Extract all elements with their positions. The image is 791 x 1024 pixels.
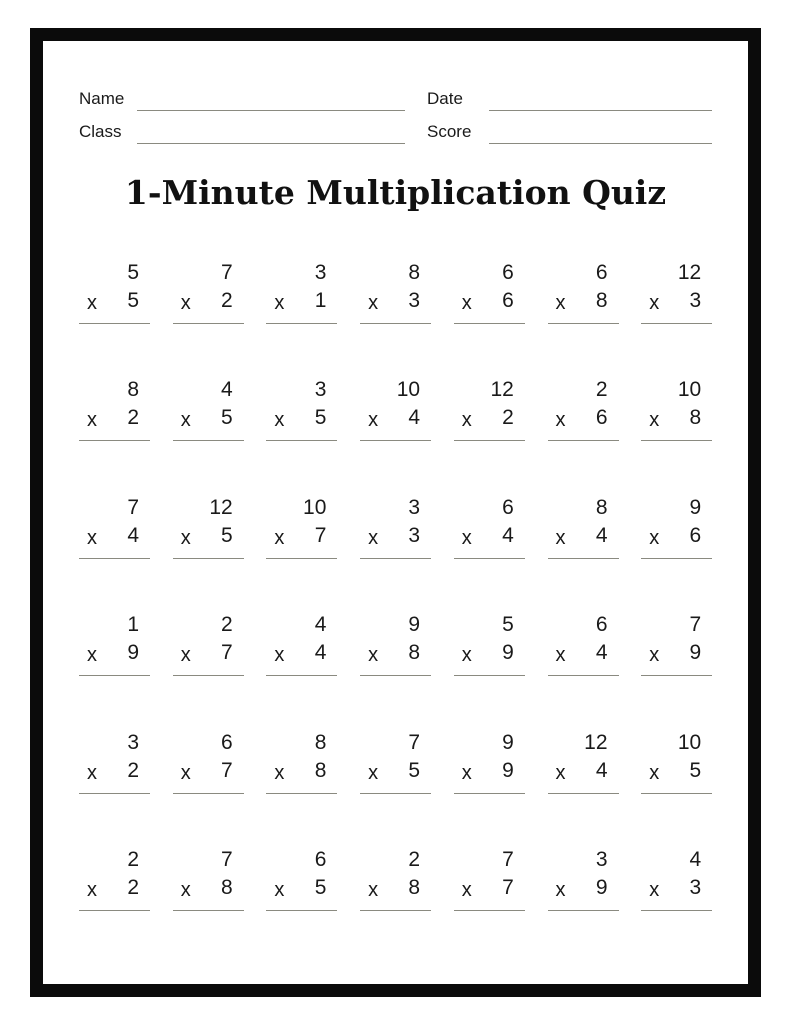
date-label: Date	[427, 89, 463, 108]
multiplication-problem	[79, 613, 150, 691]
multiplication-problem	[548, 613, 619, 691]
multiplicand: 5	[127, 261, 139, 284]
multiply-sign: x	[180, 761, 191, 784]
multiply-sign: x	[274, 526, 285, 549]
answer-line[interactable]	[454, 558, 525, 559]
multiplier: 5	[221, 406, 233, 430]
answer-line[interactable]	[173, 675, 244, 676]
multiply-sign: x	[180, 879, 191, 901]
multiply-sign: x	[368, 644, 379, 667]
multiplier: 8	[408, 876, 421, 899]
quiz-sheet	[30, 28, 761, 997]
multiplication-problem	[454, 613, 525, 691]
class-blank-line[interactable]	[137, 143, 405, 144]
answer-line[interactable]	[454, 675, 525, 676]
multiplier: 3	[689, 876, 702, 899]
multiplicand: 6	[595, 613, 608, 637]
problem-grid	[79, 261, 712, 921]
info-row	[79, 87, 712, 111]
multiply-sign: x	[180, 409, 191, 432]
multiplier: 9	[127, 641, 139, 665]
multiplication-problem	[360, 848, 431, 926]
answer-line[interactable]	[454, 440, 525, 441]
multiplier: 2	[127, 876, 139, 899]
multiplier: 2	[127, 406, 139, 430]
multiplication-problem	[548, 378, 619, 456]
multiplier: 3	[689, 289, 702, 312]
multiplicand: 12	[677, 261, 702, 284]
multiplicand: 12	[490, 378, 514, 402]
answer-line[interactable]	[173, 323, 244, 324]
multiplication-problem	[641, 261, 712, 339]
multiplier: 9	[502, 641, 514, 665]
multiplicand: 7	[221, 848, 233, 871]
multiply-sign: x	[368, 292, 379, 314]
multiplier: 5	[221, 523, 233, 547]
multiplicand: 7	[408, 730, 421, 754]
multiplier: 6	[689, 523, 702, 547]
multiply-sign: x	[368, 526, 379, 549]
score-field[interactable]	[427, 120, 712, 144]
answer-line[interactable]	[360, 323, 431, 324]
multiplication-problem	[548, 731, 619, 809]
answer-line[interactable]	[173, 440, 244, 441]
multiplier: 2	[127, 758, 139, 782]
multiply-sign: x	[555, 526, 566, 549]
multiplier: 2	[221, 289, 233, 312]
answer-line[interactable]	[454, 910, 525, 911]
multiply-sign: x	[180, 644, 191, 667]
multiplication-problem	[79, 848, 150, 926]
multiplicand: 10	[677, 378, 702, 402]
multiplication-problem	[360, 496, 431, 574]
multiplication-problem	[360, 613, 431, 691]
multiplication-problem	[360, 378, 431, 456]
multiplication-problem	[266, 261, 337, 339]
multiplication-problem	[454, 731, 525, 809]
multiplicand: 8	[408, 261, 421, 284]
multiply-sign: x	[555, 292, 566, 314]
answer-line[interactable]	[79, 323, 150, 324]
multiply-sign: x	[461, 761, 472, 784]
answer-line[interactable]	[548, 440, 619, 441]
multiply-sign: x	[368, 761, 379, 784]
multiplication-problem	[548, 848, 619, 926]
multiplicand: 8	[314, 730, 327, 754]
multiplier: 7	[221, 641, 233, 665]
multiplier: 8	[689, 406, 702, 430]
multiplicand: 5	[502, 613, 514, 637]
multiplier: 1	[314, 289, 327, 312]
answer-line[interactable]	[641, 793, 712, 794]
name-blank-line[interactable]	[137, 110, 405, 111]
answer-line[interactable]	[454, 793, 525, 794]
answer-line[interactable]	[641, 323, 712, 324]
multiply-sign: x	[87, 526, 97, 549]
answer-line[interactable]	[266, 440, 337, 441]
multiplier: 6	[502, 289, 514, 312]
multiply-sign: x	[87, 292, 97, 314]
multiply-sign: x	[649, 879, 660, 901]
multiply-sign: x	[555, 879, 566, 901]
multiplication-problem	[173, 848, 244, 926]
multiplicand: 6	[502, 495, 514, 519]
multiplicand: 8	[595, 495, 608, 519]
multiplicand: 3	[595, 848, 608, 871]
answer-line[interactable]	[641, 675, 712, 676]
answer-line[interactable]	[641, 440, 712, 441]
multiplicand: 7	[689, 613, 702, 637]
multiplicand: 7	[127, 495, 139, 519]
answer-line[interactable]	[173, 793, 244, 794]
multiplication-problem	[79, 731, 150, 809]
multiply-sign: x	[649, 409, 660, 432]
multiplication-problem	[173, 496, 244, 574]
multiplier: 9	[595, 876, 608, 899]
multiplicand: 1	[127, 613, 139, 637]
multiplier: 3	[408, 523, 421, 547]
multiplier: 7	[314, 523, 327, 547]
multiply-sign: x	[649, 761, 660, 784]
multiply-sign: x	[180, 526, 191, 549]
multiplier: 4	[595, 523, 608, 547]
multiply-sign: x	[461, 644, 472, 667]
multiplier: 3	[408, 289, 421, 312]
multiplicand: 6	[595, 261, 608, 284]
multiplier: 6	[595, 406, 608, 430]
multiplication-problem	[641, 848, 712, 926]
answer-line[interactable]	[548, 323, 619, 324]
answer-line[interactable]	[548, 558, 619, 559]
answer-line[interactable]	[266, 910, 337, 911]
answer-line[interactable]	[79, 558, 150, 559]
answer-line[interactable]	[548, 793, 619, 794]
multiplicand: 8	[127, 378, 139, 402]
multiplication-problem	[173, 731, 244, 809]
answer-line[interactable]	[173, 558, 244, 559]
multiplication-problem	[454, 261, 525, 339]
multiplier: 8	[408, 641, 421, 665]
multiplier: 4	[595, 758, 608, 782]
score-blank-line[interactable]	[489, 143, 712, 144]
multiplier: 8	[221, 876, 233, 899]
multiplier: 4	[502, 523, 514, 547]
class-field[interactable]	[79, 120, 405, 144]
name-label: Name	[79, 89, 125, 108]
answer-line[interactable]	[548, 910, 619, 911]
answer-line[interactable]	[79, 440, 150, 441]
score-label: Score	[427, 122, 472, 141]
multiply-sign: x	[87, 761, 97, 784]
multiplier: 8	[314, 758, 327, 782]
multiplicand: 9	[689, 495, 702, 519]
multiplication-problem	[266, 848, 337, 926]
answer-line[interactable]	[641, 910, 712, 911]
class-label: Class	[79, 122, 122, 141]
answer-line[interactable]	[360, 910, 431, 911]
quiz-title: 1-Minute Multiplication Quiz	[124, 173, 667, 212]
multiply-sign: x	[368, 409, 379, 432]
multiplication-problem	[173, 378, 244, 456]
info-row	[79, 120, 712, 144]
multiplication-problem	[266, 496, 337, 574]
multiplicand: 3	[314, 378, 327, 402]
multiply-sign: x	[274, 879, 285, 901]
multiplier: 7	[502, 876, 514, 899]
multiplication-problem	[548, 261, 619, 339]
multiply-sign: x	[461, 292, 472, 314]
multiplication-problem	[454, 848, 525, 926]
multiplication-problem	[548, 496, 619, 574]
multiply-sign: x	[555, 644, 566, 667]
multiplication-problem	[79, 261, 150, 339]
answer-line[interactable]	[360, 440, 431, 441]
multiplication-problem	[79, 496, 150, 574]
multiplicand: 6	[502, 261, 514, 284]
multiply-sign: x	[274, 761, 285, 784]
multiplier: 5	[689, 758, 702, 782]
multiply-sign: x	[461, 409, 472, 432]
multiplier: 4	[408, 406, 421, 430]
multiplication-problem	[266, 378, 337, 456]
multiply-sign: x	[555, 409, 566, 432]
multiplicand: 6	[221, 730, 233, 754]
multiplicand: 3	[314, 261, 327, 284]
answer-line[interactable]	[79, 675, 150, 676]
multiplicand: 4	[221, 378, 233, 402]
answer-line[interactable]	[79, 793, 150, 794]
multiplier: 9	[689, 641, 702, 665]
answer-line[interactable]	[266, 675, 337, 676]
answer-line[interactable]	[266, 793, 337, 794]
multiply-sign: x	[555, 761, 566, 784]
multiplicand: 7	[221, 261, 233, 284]
answer-line[interactable]	[360, 558, 431, 559]
answer-line[interactable]	[173, 910, 244, 911]
multiplier: 7	[221, 758, 233, 782]
multiplicand: 2	[595, 378, 608, 402]
multiplication-problem	[454, 378, 525, 456]
answer-line[interactable]	[360, 793, 431, 794]
multiplicand: 2	[221, 613, 233, 637]
multiply-sign: x	[180, 292, 191, 314]
multiplicand: 4	[689, 848, 702, 871]
multiplication-problem	[641, 731, 712, 809]
multiply-sign: x	[649, 526, 660, 549]
multiplicand: 6	[314, 848, 327, 871]
multiplier: 4	[314, 641, 327, 665]
multiplier: 2	[502, 406, 514, 430]
multiplicand: 3	[127, 730, 139, 754]
multiplier: 5	[127, 289, 139, 312]
answer-line[interactable]	[454, 323, 525, 324]
multiply-sign: x	[274, 644, 285, 667]
multiplier: 8	[595, 289, 608, 312]
name-field[interactable]	[79, 87, 405, 111]
multiplier: 5	[314, 406, 327, 430]
multiplication-problem	[641, 496, 712, 574]
multiplicand: 3	[408, 495, 421, 519]
answer-line[interactable]	[548, 675, 619, 676]
multiplicand: 10	[303, 495, 327, 519]
multiplier: 9	[502, 758, 514, 782]
multiplication-problem	[79, 378, 150, 456]
multiply-sign: x	[461, 526, 472, 549]
multiply-sign: x	[274, 292, 285, 314]
multiply-sign: x	[274, 409, 285, 432]
multiplicand: 9	[408, 613, 421, 637]
answer-line[interactable]	[266, 558, 337, 559]
multiplication-problem	[360, 261, 431, 339]
multiplicand: 9	[502, 730, 514, 754]
multiplicand: 12	[209, 495, 233, 519]
multiplicand: 12	[584, 730, 608, 754]
answer-line[interactable]	[79, 910, 150, 911]
answer-line[interactable]	[641, 558, 712, 559]
multiplier: 5	[408, 758, 421, 782]
multiplication-problem	[454, 496, 525, 574]
student-info-section	[79, 77, 712, 157]
multiplicand: 2	[408, 848, 421, 871]
multiplicand: 4	[314, 613, 327, 637]
multiply-sign: x	[461, 879, 472, 901]
multiplicand: 2	[127, 848, 139, 871]
multiply-sign: x	[87, 879, 97, 901]
multiplication-problem	[641, 378, 712, 456]
multiplicand: 10	[396, 378, 421, 402]
multiplication-problem	[173, 613, 244, 691]
answer-line[interactable]	[360, 675, 431, 676]
multiply-sign: x	[368, 879, 379, 901]
multiplier: 4	[595, 641, 608, 665]
date-field[interactable]	[427, 87, 712, 111]
multiplicand: 10	[677, 730, 702, 754]
multiplication-problem	[641, 613, 712, 691]
multiplier: 4	[127, 523, 139, 547]
multiplication-problem	[360, 731, 431, 809]
multiplication-problem	[173, 261, 244, 339]
multiplication-problem	[266, 731, 337, 809]
multiplier: 5	[314, 876, 327, 899]
multiply-sign: x	[87, 644, 97, 667]
answer-line[interactable]	[266, 323, 337, 324]
multiply-sign: x	[87, 409, 97, 432]
multiplication-problem	[266, 613, 337, 691]
date-blank-line[interactable]	[489, 110, 712, 111]
multiplicand: 7	[502, 848, 514, 871]
multiply-sign: x	[649, 292, 660, 314]
multiply-sign: x	[649, 644, 660, 667]
